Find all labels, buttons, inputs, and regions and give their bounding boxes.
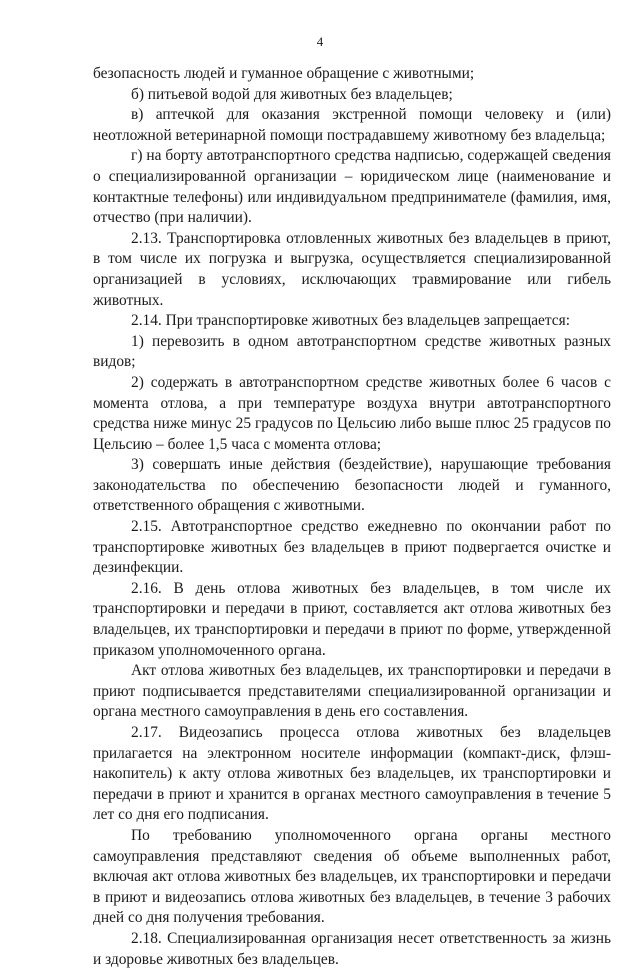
clause-2-14: 2.14. При транспортировке животных без владельцев запрещается: xyxy=(131,312,570,330)
clause-2-16-act-signing: Акт отлова животных без владельцев, их транспортировки и передачи в приют подписывается представителями специализированной организации и органа местного самоуправления в день его составления. xyxy=(93,662,611,721)
document-body xyxy=(93,64,611,970)
clause-2-13: 2.13. Транспортировка отловленных животных без владельцев в приют, в том числе их погрузка и выгрузка, осуществляется специализированной организацией в условиях, исключающих травмирование или гибель животных. xyxy=(93,229,611,309)
page-number: 4 xyxy=(316,34,324,49)
list-item-g: г) на борту автотранспортного средства надписью, содержащей сведения о специализированной организации – юридическом лице (наименование и контактные телефоны) или индивидуальном предпринимателе (фамилия, имя, отчество (при наличии). xyxy=(93,147,611,227)
clause-2-17-on-request: По требованию уполномоченного органа органы местного самоуправления представляют сведения об объеме выполненных работ, включая акт отлова животных без владельцев, их транспортировки и передачи в приют и видеозапись отлова животных без владельцев, в течение 3 рабочих дней со дня получения требования. xyxy=(93,826,611,927)
paragraph-continuation: безопасность людей и гуманное обращение с животными; xyxy=(93,65,475,82)
clause-2-15: 2.15. Автотранспортное средство ежедневно по окончании работ по транспортировке животных без владельцев в приют подвергается очистке и дезинфекции. xyxy=(93,518,611,577)
clause-2-17: 2.17. Видеозапись процесса отлова животных без владельцев прилагается на электронном носителе информации (компакт-диск, флэш-накопитель) к акту отлова животных без владельцев, их транспортировки и передачи в приют и хранится в органах местного самоуправления в течение 5 лет со дня его подписания. xyxy=(93,724,611,824)
clause-2-14-item-2: 2) содержать в автотранспортном средстве животных более 6 часов с момента отлова, а при температуре воздуха внутри автотранспортного средства ниже минус 25 градусов по Цельсию либо выше плюс 25 градусов по Цельсию – более 1,5 часа с момента отлова; xyxy=(93,373,611,453)
list-item-b: б) питьевой водой для животных без владельцев; xyxy=(131,85,453,103)
clause-2-14-item-1: 1) перевозить в одном автотранспортном средстве животных разных видов; xyxy=(93,332,611,371)
clause-2-18: 2.18. Специализированная организация несет ответственность за жизнь и здоровье животных без владельцев. xyxy=(93,929,611,968)
clause-2-16: 2.16. В день отлова животных без владельцев, в том числе их транспортировки и передачи в приют, составляется акт отлова животных без владельцев, их транспортировки и передачи в приют по форме, утвержденной приказом уполномоченного органа. xyxy=(93,579,611,659)
clause-2-14-item-3: 3) совершать иные действия (бездействие), нарушающие требования законодательства по обеспечению безопасности людей и гуманного, ответственного обращения с животными. xyxy=(93,456,611,515)
list-item-v: в) аптечкой для оказания экстренной помощи человеку и (или) неотложной ветеринарной помощи пострадавшему животному без владельца; xyxy=(93,106,611,144)
